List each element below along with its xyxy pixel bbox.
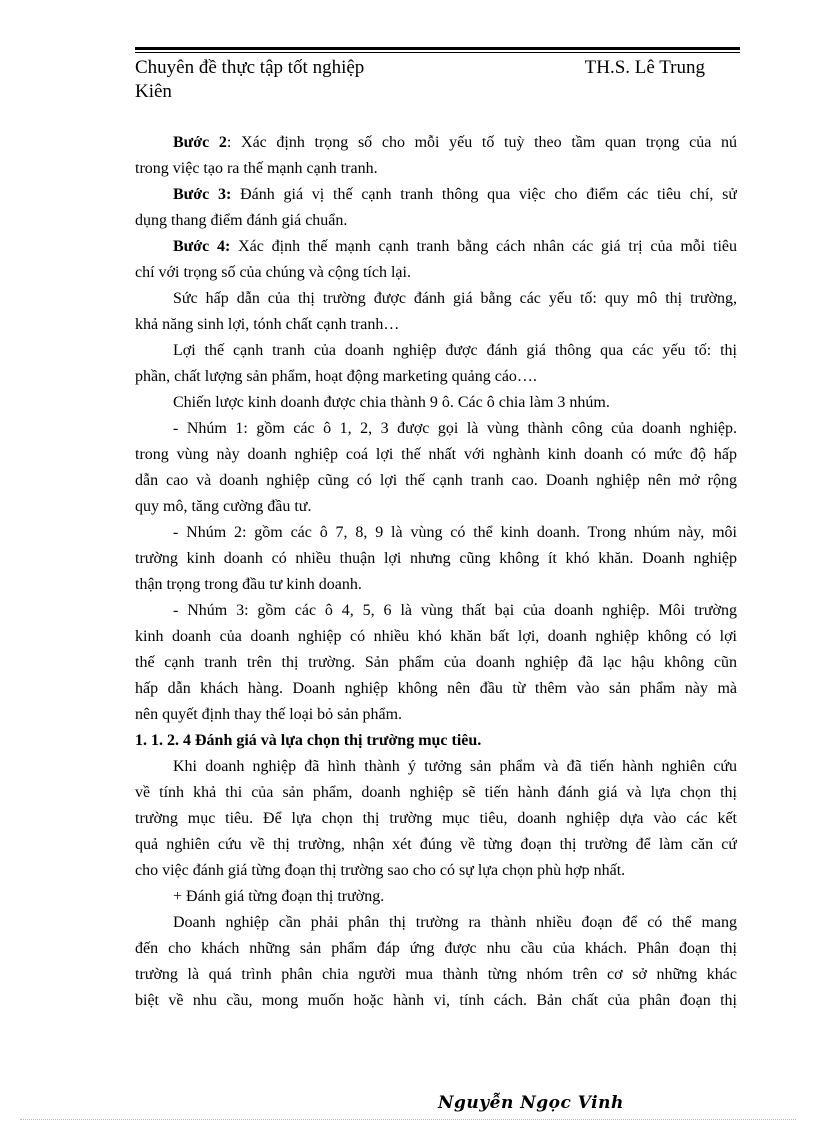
text-line: Sức hấp dẫn của thị trường được đánh giá bằng các yếu tố: quy mô thị trường, [173, 290, 737, 307]
step-label: Bước 3: [173, 186, 232, 203]
text-line: trường mục tiêu. Để lựa chọn thị trường mục tiêu, doanh nghiệp dựa vào các kết [135, 810, 737, 827]
text-line: Chiến lược kinh doanh được chia thành 9 ô. Các ô chia làm 3 nhúm. [173, 394, 610, 411]
step-label: Bước 2 [173, 134, 227, 151]
text-line: trường kinh doanh có nhiều thuận lợi nhưng cũng không ít khó khăn. Doanh nghiệp [135, 550, 737, 567]
text-line: chí với trọng số của chúng và cộng tích lại. [135, 264, 411, 281]
text-line: Lợi thế cạnh tranh của doanh nghiệp được đánh giá thông qua các yếu tố: thị [173, 342, 737, 359]
section-heading: 1. 1. 2. 4 Đánh giá và lựa chọn thị trường mục tiêu. [135, 732, 482, 749]
header-author-wrap: Kiên [135, 81, 172, 102]
step-label: Bước 4: [173, 238, 231, 255]
text-line: cho việc đánh giá từng đoạn thị trường sao cho có sự lựa chọn phù hợp nhất. [135, 862, 626, 879]
header-rule-thick [135, 47, 740, 50]
text-line: trong việc tạo ra thế mạnh cạnh tranh. [135, 160, 378, 177]
text-line: trong vùng này doanh nghiệp coá lợi thế nhất với nghành kinh doanh có mức độ hấp [135, 446, 737, 463]
header-title: Chuyên đề thực tập tốt nghiệp [135, 57, 365, 78]
text-line: - Nhúm 1: gồm các ô 1, 2, 3 được gọi là vùng thành công của doanh nghiệp. [173, 420, 737, 437]
text-line: - Nhúm 2: gồm các ô 7, 8, 9 là vùng có thể kinh doanh. Trong nhúm này, môi [173, 524, 737, 541]
header-author: TH.S. Lê Trung [584, 57, 705, 78]
text-line: kinh doanh của doanh nghiệp có nhiều khó khăn bất lợi, doanh nghiệp không có lợi [135, 628, 737, 645]
text-line: trường là quá trình phân chia người mua thành từng nhóm trên cơ sở những khác [135, 966, 737, 983]
text-line: dụng thang điểm đánh giá chuẩn. [135, 212, 348, 229]
text-line: thận trọng trong đầu tư kinh doanh. [135, 576, 362, 593]
text-line: - Nhúm 3: gồm các ô 4, 5, 6 là vùng thất bại của doanh nghiệp. Môi trường [173, 602, 737, 619]
text-line: khả năng sinh lợi, tónh chất cạnh tranh… [135, 316, 400, 333]
text-line: hấp dẫn khách hàng. Doanh nghiệp không nên đầu từ thêm vào sản phẩm này mà [135, 680, 737, 697]
text-line: + Đánh giá từng đoạn thị trường. [173, 888, 385, 905]
footer-dotted-line [20, 1119, 796, 1120]
text-line: phần, chất lượng sản phẩm, hoạt động marketing quảng cáo…. [135, 368, 537, 385]
text-line: Doanh nghiệp cần phải phân thị trường ra thành nhiều đoạn để có thể mang [173, 914, 737, 931]
text-line: về tính khả thi của sản phẩm, doanh nghiệp sẽ tiến hành đánh giá và lựa chọn thị [135, 784, 737, 801]
footer-author-name: Nguyễn Ngọc Vinh [438, 1093, 624, 1113]
text-line: nên quyết định thay thế loại bỏ sản phẩm. [135, 706, 403, 723]
text-line: dẫn cao và doanh nghiệp cũng có lợi thế cạnh tranh cao. Doanh nghiệp nên mở rộng [135, 472, 737, 489]
text-line: Bước 2: Xác định trọng số cho mỗi yếu tố tuỳ theo tầm quan trọng của nú [173, 134, 737, 151]
text-line: Bước 3: Đánh giá vị thế cạnh tranh thông qua việc cho điểm các tiêu chí, sử [173, 186, 737, 203]
header-rule-thin [135, 52, 740, 53]
text-line: biệt về nhu cầu, mong muốn hoặc hành vi, tính cách. Bản chất của phân đoạn thị [135, 992, 737, 1009]
text-line: quy mô, tăng cường đầu tư. [135, 498, 312, 515]
text-line: đến cho khách những sản phẩm đáp ứng được nhu cầu của khách. Phân đoạn thị [135, 940, 737, 957]
text-line: Bước 4: Xác định thế mạnh cạnh tranh bằng cách nhân các giá trị của mỗi tiêu [173, 238, 737, 255]
body-text [135, 130, 737, 1014]
text-line: quả nghiên cứu về thị trường, nhận xét đúng về từng đoạn thị trường để làm căn cứ [135, 836, 737, 853]
text-line: Khi doanh nghiệp đã hình thành ý tưởng sản phẩm và đã tiến hành nghiên cứu [173, 758, 737, 775]
text-line: thế cạnh tranh trên thị trường. Sản phẩm của doanh nghiệp đã lạc hậu không cũn [135, 654, 737, 671]
